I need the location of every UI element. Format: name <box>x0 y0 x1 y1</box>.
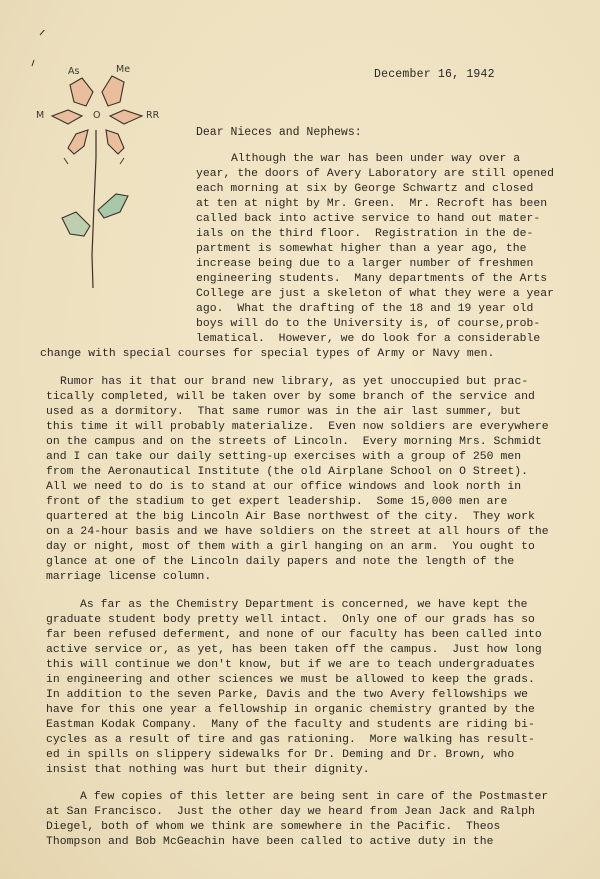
body-line: on the campus and on the streets of Lincoln. Every morning Mrs. Schmidt <box>46 436 542 448</box>
body-line: front of the stadium to get expert leadership. Some 15,000 men are <box>46 496 508 508</box>
body-line: year, the doors of Avery Laboratory are still opened <box>196 168 555 180</box>
body-line: Eastman Kodak Company. Many of the faculty and students are riding bi- <box>46 719 535 731</box>
letter-salutation: Dear Nieces and Nephews: <box>196 126 362 139</box>
body-line: partment is somewhat higher than a year ago, the <box>196 243 527 255</box>
body-line: increase being due to a larger number of freshmen <box>196 258 534 270</box>
body-line: called back into active service to hand out mater- <box>196 213 541 225</box>
body-line: change with special courses for special types of Army or Navy men. <box>40 348 495 360</box>
body-line: at ten at night by Mr. Green. Mr. Recroft has been <box>196 198 548 210</box>
body-line: insist that nothing was hurt but their dignity. <box>46 764 370 776</box>
sketch-label-me: Me <box>116 64 131 75</box>
body-line: In addition to the seven Parke, Davis and the two Avery fellowships we <box>46 689 528 701</box>
body-line: from the Aeronautical Institute (the old Airplane School on O Street). <box>46 466 528 478</box>
body-line: graduate student body pretty well intact. Only one of our grads has so <box>46 614 535 626</box>
letter-date: December 16, 1942 <box>374 68 495 81</box>
body-line: Thompson and Bob McGeachin have been called to active duty in the <box>46 836 494 848</box>
body-line: ials on the third floor. Registration in the de- <box>196 228 534 240</box>
body-line: A few copies of this letter are being sent in care of the Postmaster <box>80 791 549 803</box>
flower-sketch <box>20 30 170 295</box>
body-line: glance at one of the Lincoln daily papers and note the length of the <box>46 556 515 568</box>
body-line: All we need to do is to stand at our office windows and look north in <box>46 481 522 493</box>
body-line: each morning at six by George Schwartz and closed <box>196 183 534 195</box>
sketch-label-m: M <box>36 110 45 121</box>
body-line: at San Francisco. Just the other day we heard from Jean Jack and Ralph <box>46 806 535 818</box>
sketch-label-rr: RR <box>146 110 160 121</box>
body-line: ed in spills on slippery sidewalks for Dr. Deming and Dr. Brown, who <box>46 749 515 761</box>
body-line: boys will do to the University is, of course,prob- <box>196 318 541 330</box>
body-line: on a 24-hour basis and we have soldiers on the street at all hours of the <box>46 526 549 538</box>
body-line: far been refused deferment, and none of our faculty has been called into <box>46 629 542 641</box>
flower-drawing <box>20 30 170 290</box>
body-line: quartered at the big Lincoln Air Base northwest of the city. They work <box>46 511 535 523</box>
body-line: cycles as a result of tire and gas rationing. More walking has result- <box>46 734 535 746</box>
body-line: As far as the Chemistry Department is concerned, we have kept the <box>80 599 528 611</box>
body-line: and I can take our daily setting-up exercises with a group of 250 men <box>46 451 522 463</box>
body-line: day or night, most of them with a girl hanging on an arm. You ought to <box>46 541 535 553</box>
body-line: engineering students. Many departments of the Arts <box>196 273 548 285</box>
body-line: Although the war has been under way over a <box>231 153 521 165</box>
sketch-label-o: O <box>93 110 101 121</box>
body-line: Rumor has it that our brand new library, as yet unoccupied but prac- <box>60 376 529 388</box>
body-line: this time it will probably materialize. Even now soldiers are everywhere <box>46 421 549 433</box>
body-line: tically completed, will be taken over by some branch of the service and <box>46 391 535 403</box>
sketch-label-as: As <box>68 66 80 77</box>
body-line: in engineering and other sciences we must be allowed to keep the grads. <box>46 674 535 686</box>
body-line: College are just a skeleton of what they were a year <box>196 288 555 300</box>
body-line: have for this one year a fellowship in organic chemistry granted by the <box>46 704 535 716</box>
body-line: active service or, as yet, has been taken off the campus. Just how long <box>46 644 542 656</box>
body-line: marriage license column. <box>46 571 212 583</box>
body-line: Diegel, both of whom we think are somewhere in the Pacific. Theos <box>46 821 501 833</box>
body-line: lematical. However, we do look for a considerable <box>196 333 541 345</box>
body-line: ago. What the drafting of the 18 and 19 year old <box>196 303 534 315</box>
body-line: this will continue we don't know, but if we are to teach undergraduates <box>46 659 535 671</box>
body-line: used as a dormitory. That same rumor was in the air last summer, but <box>46 406 522 418</box>
